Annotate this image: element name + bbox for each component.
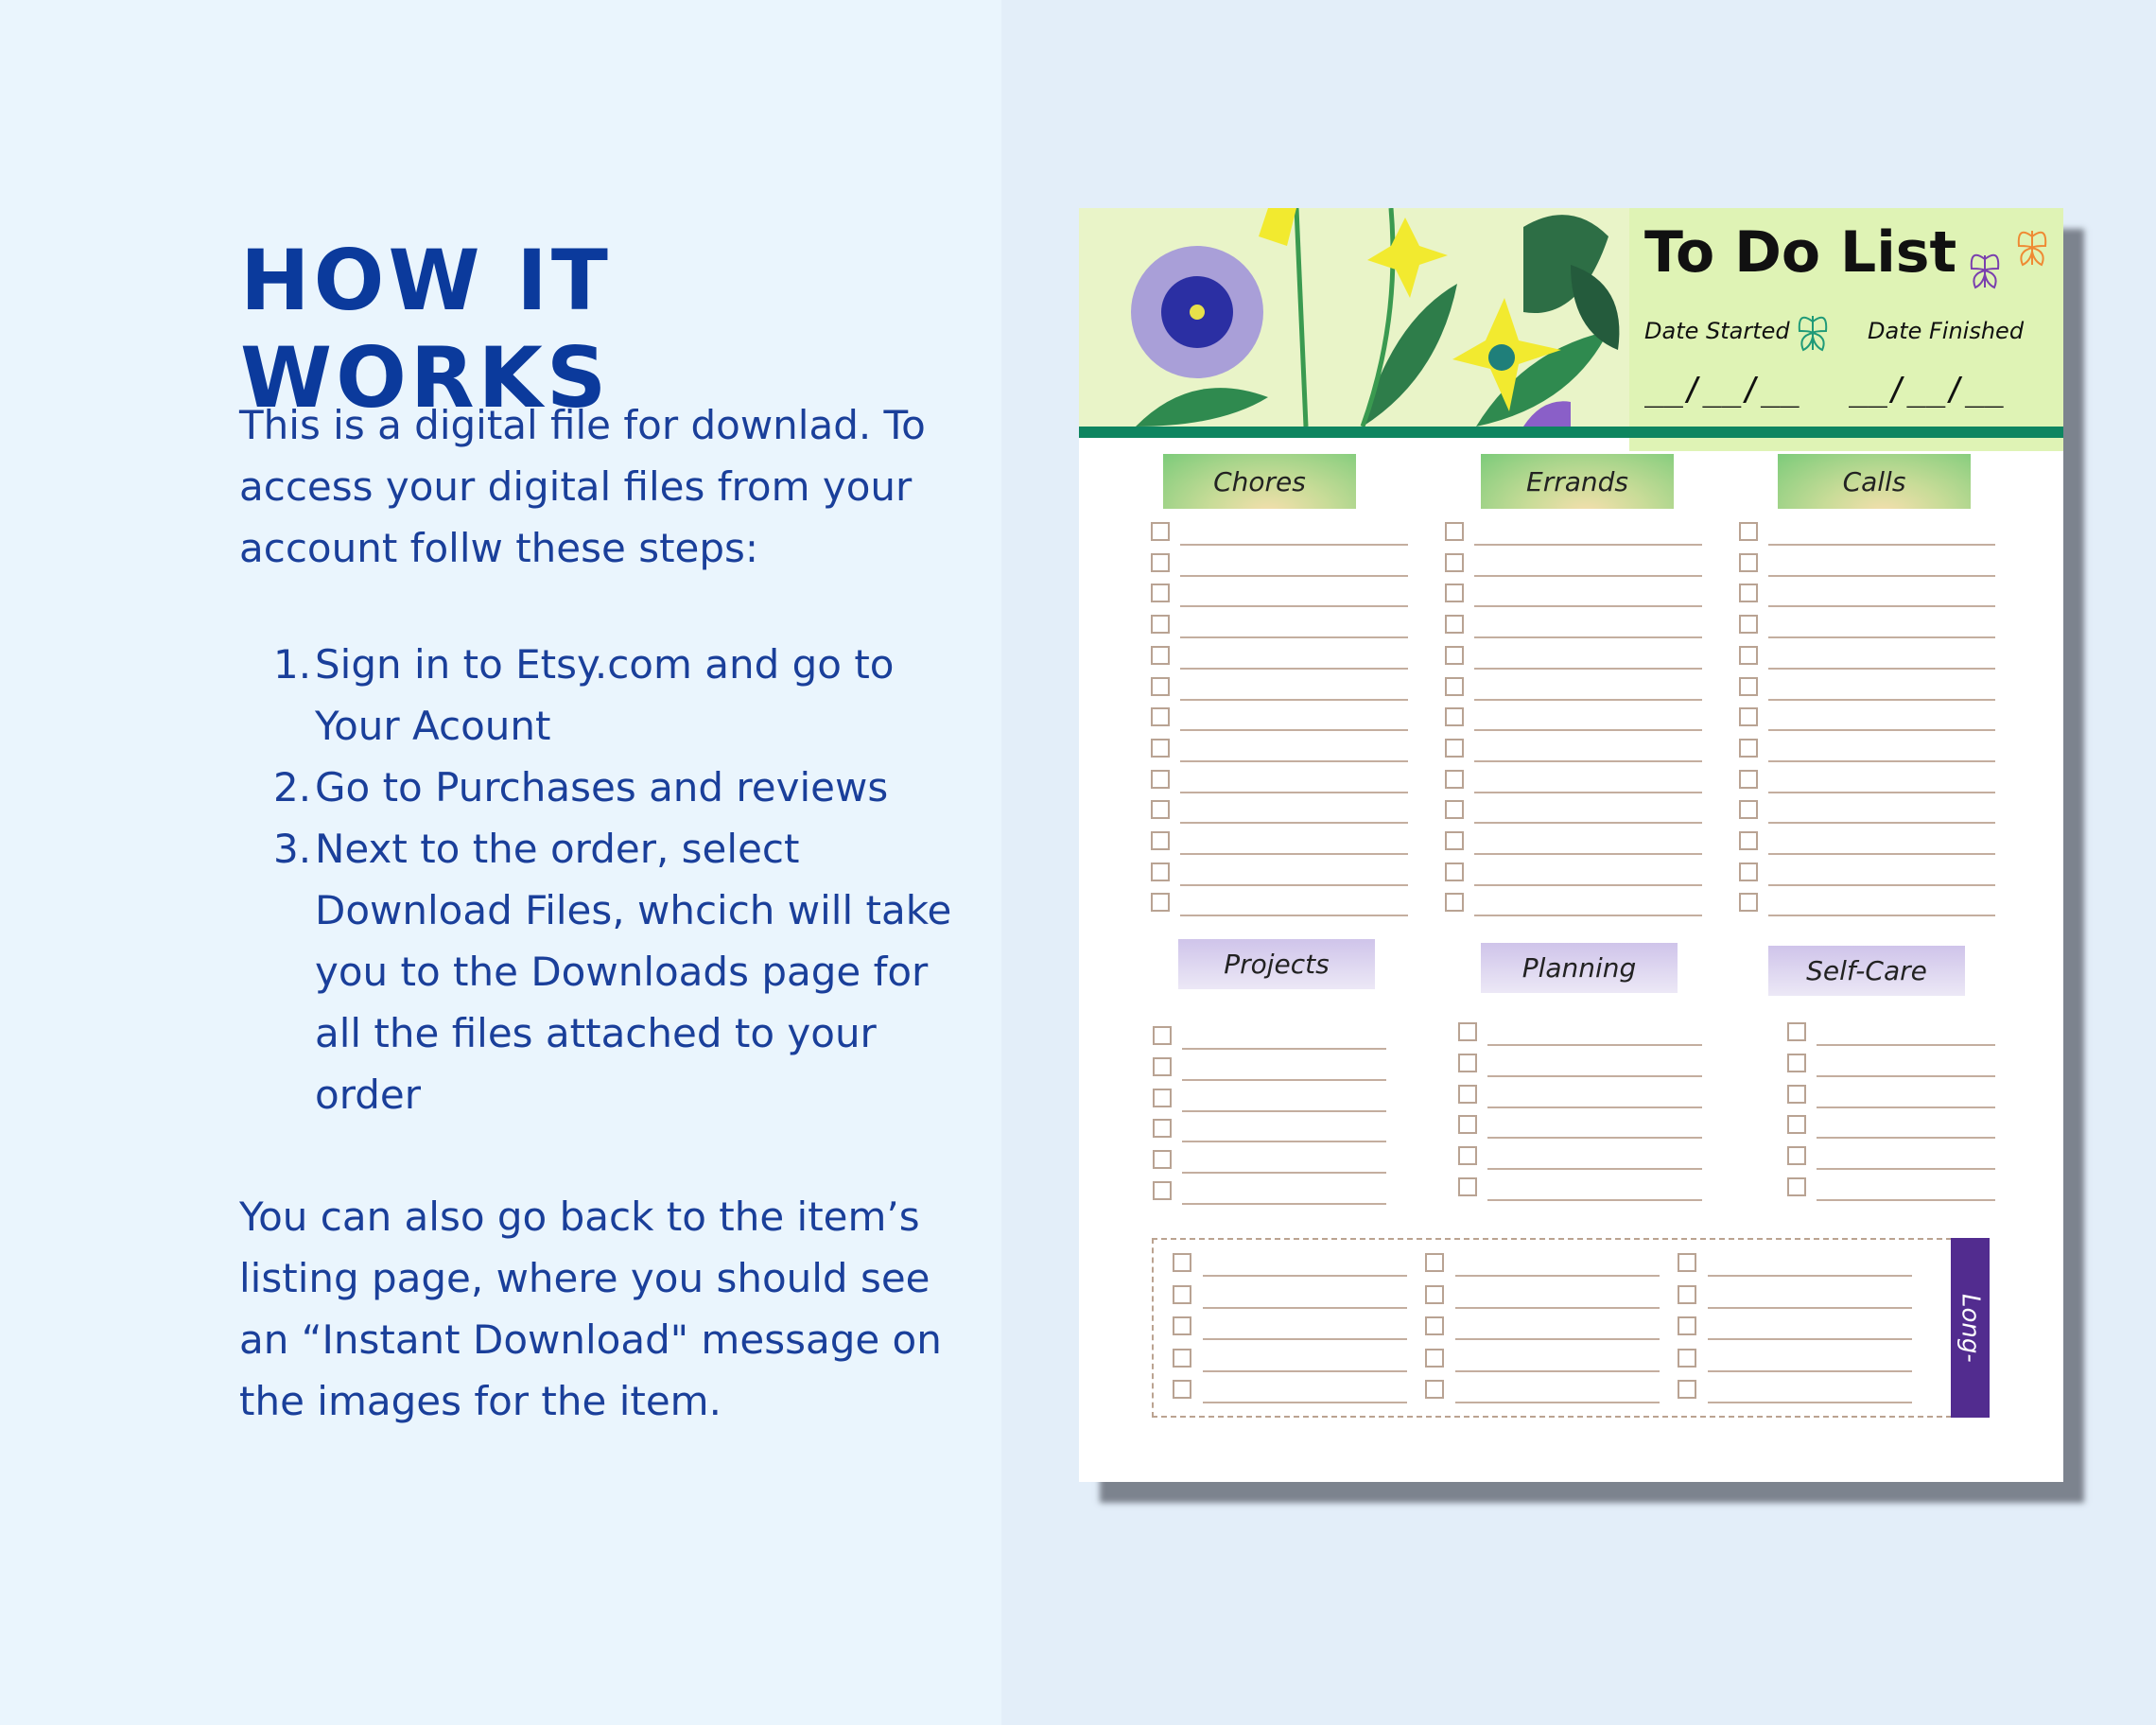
checkbox[interactable] <box>1151 862 1170 881</box>
section-label-planning: Planning <box>1481 943 1678 993</box>
write-line[interactable] <box>1203 1307 1407 1309</box>
checkbox[interactable] <box>1425 1316 1444 1335</box>
write-line[interactable] <box>1768 853 1995 855</box>
write-line[interactable] <box>1455 1402 1660 1403</box>
section-label-calls: Calls <box>1778 454 1971 509</box>
checkbox[interactable] <box>1787 1054 1806 1072</box>
checkbox[interactable] <box>1151 770 1170 789</box>
date-started-label: Date Started <box>1644 318 1790 344</box>
write-line[interactable] <box>1180 605 1408 607</box>
checkbox[interactable] <box>1787 1085 1806 1104</box>
checkbox[interactable] <box>1151 677 1170 696</box>
todo-list-preview <box>1079 208 2063 1482</box>
section-label-errands: Errands <box>1481 454 1674 509</box>
write-line[interactable] <box>1768 575 1995 577</box>
write-line[interactable] <box>1487 1044 1702 1046</box>
step-text: Next to the order, select Download Files, whcich will take you to the Downloads page for all the files attached to your order <box>315 826 952 1118</box>
write-line[interactable] <box>1180 822 1408 824</box>
write-line[interactable] <box>1487 1199 1702 1201</box>
write-line[interactable] <box>1182 1141 1386 1142</box>
write-line[interactable] <box>1487 1075 1702 1077</box>
checkbox[interactable] <box>1151 522 1170 541</box>
checkbox[interactable] <box>1173 1316 1191 1335</box>
checkbox[interactable] <box>1678 1253 1696 1272</box>
write-line[interactable] <box>1474 884 1702 886</box>
checkbox[interactable] <box>1173 1285 1191 1304</box>
checkbox[interactable] <box>1739 862 1758 881</box>
checkbox[interactable] <box>1739 553 1758 572</box>
write-line[interactable] <box>1180 668 1408 670</box>
checkbox[interactable] <box>1445 677 1464 696</box>
checkbox[interactable] <box>1678 1285 1696 1304</box>
checkbox[interactable] <box>1739 615 1758 634</box>
write-line[interactable] <box>1768 544 1995 546</box>
checkbox[interactable] <box>1445 646 1464 665</box>
write-line[interactable] <box>1708 1402 1912 1403</box>
date-finished-field[interactable]: __/__/__ <box>1849 371 2004 409</box>
checkbox[interactable] <box>1458 1177 1477 1196</box>
checkbox[interactable] <box>1153 1057 1172 1076</box>
write-line[interactable] <box>1455 1370 1660 1372</box>
write-line[interactable] <box>1487 1137 1702 1139</box>
date-finished-label: Date Finished <box>1868 318 2025 344</box>
write-line[interactable] <box>1203 1370 1407 1372</box>
write-line[interactable] <box>1180 792 1408 793</box>
flower-illustration <box>1079 208 1629 427</box>
checkbox[interactable] <box>1425 1285 1444 1304</box>
write-line[interactable] <box>1768 668 1995 670</box>
write-line[interactable] <box>1768 884 1995 886</box>
checkbox[interactable] <box>1739 770 1758 789</box>
checkbox[interactable] <box>1787 1115 1806 1134</box>
write-line[interactable] <box>1474 544 1702 546</box>
checkbox[interactable] <box>1173 1253 1191 1272</box>
checkbox[interactable] <box>1787 1022 1806 1041</box>
write-line[interactable] <box>1180 729 1408 731</box>
write-line[interactable] <box>1203 1338 1407 1340</box>
write-line[interactable] <box>1182 1079 1386 1081</box>
checkbox[interactable] <box>1445 862 1464 881</box>
checkbox[interactable] <box>1425 1253 1444 1272</box>
checkbox[interactable] <box>1787 1177 1806 1196</box>
planner-title: To Do List <box>1644 219 1957 286</box>
write-line[interactable] <box>1487 1106 1702 1108</box>
checkbox[interactable] <box>1445 615 1464 634</box>
write-line[interactable] <box>1768 699 1995 701</box>
checkbox[interactable] <box>1739 707 1758 726</box>
write-line[interactable] <box>1455 1338 1660 1340</box>
checkbox[interactable] <box>1739 739 1758 758</box>
checkbox[interactable] <box>1445 739 1464 758</box>
checkbox[interactable] <box>1173 1380 1191 1399</box>
write-line[interactable] <box>1817 1199 1995 1201</box>
write-line[interactable] <box>1203 1402 1407 1403</box>
butterfly-icon <box>1790 308 1835 354</box>
checkbox[interactable] <box>1425 1380 1444 1399</box>
checkbox[interactable] <box>1153 1181 1172 1200</box>
butterfly-icon <box>1962 246 2008 291</box>
write-line[interactable] <box>1708 1338 1912 1340</box>
checkbox[interactable] <box>1445 522 1464 541</box>
write-line[interactable] <box>1768 729 1995 731</box>
section-label-projects: Projects <box>1178 939 1375 989</box>
checkbox[interactable] <box>1445 584 1464 602</box>
write-line[interactable] <box>1180 884 1408 886</box>
write-line[interactable] <box>1180 760 1408 762</box>
checkbox[interactable] <box>1445 707 1464 726</box>
write-line[interactable] <box>1817 1106 1995 1108</box>
checkbox[interactable] <box>1151 646 1170 665</box>
step-item <box>239 634 977 757</box>
checkbox[interactable] <box>1458 1054 1477 1072</box>
checkbox[interactable] <box>1153 1119 1172 1138</box>
write-line[interactable] <box>1474 699 1702 701</box>
checkbox[interactable] <box>1445 831 1464 850</box>
checkbox[interactable] <box>1739 646 1758 665</box>
write-line[interactable] <box>1474 792 1702 793</box>
long-term-box <box>1152 1238 1990 1418</box>
step-text: Go to Purchases and reviews <box>315 764 889 810</box>
section-label-self-care: Self-Care <box>1768 946 1965 996</box>
divider-bar <box>1079 427 2063 438</box>
checkbox[interactable] <box>1739 677 1758 696</box>
checkbox[interactable] <box>1445 770 1464 789</box>
write-line[interactable] <box>1474 822 1702 824</box>
checkbox[interactable] <box>1678 1349 1696 1368</box>
write-line[interactable] <box>1180 699 1408 701</box>
write-line[interactable] <box>1768 822 1995 824</box>
write-line[interactable] <box>1474 853 1702 855</box>
checkbox[interactable] <box>1458 1022 1477 1041</box>
checkbox[interactable] <box>1739 522 1758 541</box>
checkbox[interactable] <box>1458 1146 1477 1165</box>
butterfly-icon <box>2008 225 2057 270</box>
write-line[interactable] <box>1182 1203 1386 1205</box>
checkbox[interactable] <box>1739 831 1758 850</box>
checkbox[interactable] <box>1425 1349 1444 1368</box>
write-line[interactable] <box>1817 1044 1995 1046</box>
write-line[interactable] <box>1180 915 1408 916</box>
step-text: Sign in to Etsy.com and go to Your Acount <box>315 641 895 749</box>
write-line[interactable] <box>1817 1075 1995 1077</box>
write-line[interactable] <box>1203 1275 1407 1277</box>
write-line[interactable] <box>1817 1168 1995 1170</box>
step-number: 3. <box>273 826 312 872</box>
write-line[interactable] <box>1180 544 1408 546</box>
checkbox[interactable] <box>1445 800 1464 819</box>
step-item <box>239 757 977 818</box>
checkbox[interactable] <box>1153 1150 1172 1169</box>
checkbox[interactable] <box>1151 553 1170 572</box>
write-line[interactable] <box>1768 792 1995 793</box>
checkbox[interactable] <box>1445 553 1464 572</box>
write-line[interactable] <box>1708 1275 1912 1277</box>
steps-list <box>239 634 977 1125</box>
header-panel <box>1629 208 2063 451</box>
write-line[interactable] <box>1768 915 1995 916</box>
write-line[interactable] <box>1768 636 1995 638</box>
long-term-tab <box>1951 1238 1990 1418</box>
checkbox[interactable] <box>1739 800 1758 819</box>
write-line[interactable] <box>1817 1137 1995 1139</box>
write-line[interactable] <box>1768 760 1995 762</box>
checkbox[interactable] <box>1739 584 1758 602</box>
write-line[interactable] <box>1180 636 1408 638</box>
checkbox[interactable] <box>1153 1089 1172 1107</box>
checkbox[interactable] <box>1173 1349 1191 1368</box>
write-line[interactable] <box>1708 1307 1912 1309</box>
checkbox[interactable] <box>1458 1085 1477 1104</box>
write-line[interactable] <box>1455 1275 1660 1277</box>
write-line[interactable] <box>1180 853 1408 855</box>
outro-text: You can also go back to the item’s listing page, where you should see an “Instant Download" message on the images for the item. <box>239 1194 942 1424</box>
instructions-panel <box>0 0 1001 1725</box>
write-line[interactable] <box>1474 915 1702 916</box>
checkbox[interactable] <box>1151 893 1170 912</box>
step-number: 2. <box>273 764 312 810</box>
checkbox[interactable] <box>1151 739 1170 758</box>
checkbox[interactable] <box>1445 893 1464 912</box>
checkbox[interactable] <box>1151 831 1170 850</box>
write-line[interactable] <box>1182 1048 1386 1050</box>
checkbox[interactable] <box>1151 584 1170 602</box>
write-line[interactable] <box>1182 1110 1386 1112</box>
write-line[interactable] <box>1180 575 1408 577</box>
checkbox[interactable] <box>1678 1380 1696 1399</box>
checkbox[interactable] <box>1151 615 1170 634</box>
checkbox[interactable] <box>1739 893 1758 912</box>
step-number: 1. <box>273 641 312 688</box>
write-line[interactable] <box>1474 605 1702 607</box>
write-line[interactable] <box>1474 636 1702 638</box>
write-line[interactable] <box>1455 1307 1660 1309</box>
page-title: HOW IT WORKS <box>240 232 612 427</box>
write-line[interactable] <box>1474 668 1702 670</box>
step-item <box>239 818 977 1125</box>
write-line[interactable] <box>1474 729 1702 731</box>
write-line[interactable] <box>1474 760 1702 762</box>
checkbox[interactable] <box>1787 1146 1806 1165</box>
long-term-label: Long- <box>1956 1293 1985 1363</box>
write-line[interactable] <box>1474 575 1702 577</box>
checkbox[interactable] <box>1458 1115 1477 1134</box>
checkbox[interactable] <box>1153 1026 1172 1045</box>
write-line[interactable] <box>1768 605 1995 607</box>
checkbox[interactable] <box>1151 707 1170 726</box>
section-label-chores: Chores <box>1163 454 1356 509</box>
write-line[interactable] <box>1182 1172 1386 1174</box>
intro-text: This is a digital file for downlad. To access your digital files from your account follw these steps: <box>239 402 926 571</box>
write-line[interactable] <box>1487 1168 1702 1170</box>
checkbox[interactable] <box>1678 1316 1696 1335</box>
checkbox[interactable] <box>1151 800 1170 819</box>
date-started-field[interactable]: __/__/__ <box>1644 371 1800 409</box>
write-line[interactable] <box>1708 1370 1912 1372</box>
